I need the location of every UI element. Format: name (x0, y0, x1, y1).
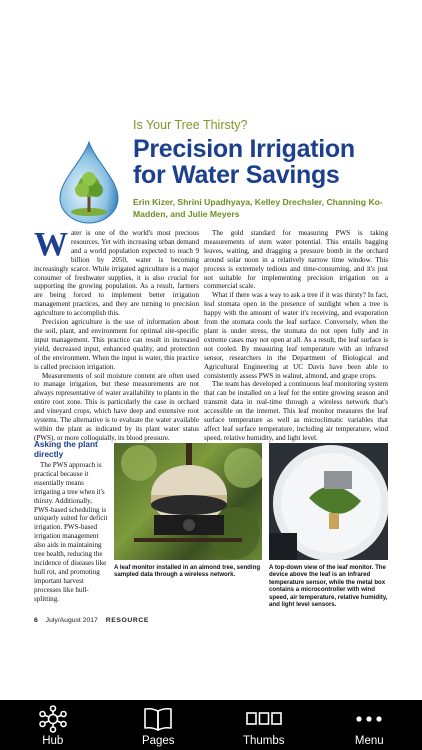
article-title: Precision Irrigation for Water Savings (133, 135, 355, 189)
sidebar-heading: Asking the plant directly (34, 440, 98, 459)
tab-pages[interactable] (106, 700, 212, 750)
bottom-tab-bar (0, 700, 422, 750)
more-icon (355, 715, 383, 723)
article-column-1 (34, 226, 199, 443)
top-down-monitor-illustration (269, 443, 388, 560)
page-footer (34, 617, 149, 624)
page-number: 6 (34, 617, 38, 624)
paragraph: Water is one of the world's most precious resources. Yet with increasing urban demand and a world population expected to reach 9 billion by 2050, water is becoming increasingly scarce. While irrigated agriculture is a major consumer of freshwater supplies, it is also crucial for supporting the growing population. As a result, farmers are being forced to implement better irrigation management practices, and they are turning to precision agriculture to accomplish this. (34, 226, 199, 318)
top-down-monitor-photo (269, 443, 388, 560)
tab-label: Menu (354, 735, 384, 747)
article-kicker: Is Your Tree Thirsty? (133, 118, 248, 132)
paragraph: The team has developed a continuous leaf monitoring system that can be installed on a leaf for the entire growing season and transmit data in real-time through a wireless network that's accessible on the internet. This leaf monitor measures the leaf surface temperature as well as microclimatic variables that affect leaf surface temperature, including air temperature, wind speed, relative humidity, and light level. (204, 380, 388, 442)
leaf-monitor-illustration (114, 443, 262, 560)
sidebar-box (34, 440, 108, 604)
sidebar-text: The PWS approach is practical because it essentially means irrigating a tree when it's thirsty. Additionally, PWS-based scheduling is uniquely suited for deficit irrigation. PWS-based irrigation management also aids in maintaining tree health, reducing the incidence of diseases like hull rot, and promoting important harvest processes like hull-splitting. (34, 461, 108, 603)
tab-label: Hub (42, 735, 64, 747)
tab-hub[interactable] (0, 700, 106, 750)
paragraph: Precision agriculture is the use of information about the soil, plant, and environment for optimal site-specific input management. This practice can result in increased yield, decreased input, enhanced quality, and protection of the environment. When the input is water, this practice is called precision irrigation. (34, 318, 199, 371)
tab-menu[interactable] (317, 700, 422, 750)
hub-icon (39, 705, 67, 733)
photo-caption-2: A top-down view of the leaf monitor. The device above the leaf is an infrared temperature sensor, while the metal box contains a microcontroller with wind speed, air temperature, relative humidity, and light level sensors. (269, 564, 388, 609)
paragraph: Measurements of soil moisture content are often used to manage irrigation, but these measurements are not always representative of water availability to plants in the entire root zone. This is particularly the case in orchard and vineyard crops, which have deep and extensive root systems. The alternative is to evaluate the water available within the plant as indicated by its plant water status (PWS), or more colloquially, its blood pressure. (34, 371, 199, 442)
thumbs-icon (246, 711, 282, 727)
magazine-name: RESOURCE (105, 617, 150, 624)
water-drop-tree-logo (52, 140, 126, 224)
tab-label: Pages (141, 735, 175, 747)
paragraph: What if there was a way to ask a tree if it was thirsty? In fact, leaf stomata open in the presence of sunlight when a tree is happy with the amount of water it's receiving, and evaporation from the stomata cools the leaf surface. Conversely, when the plant is under stress, the stomata do not open fully and in extreme cases may not open at all. As a result, the leaf surface is not cooled. By measuring leaf temperature with an infrared sensor, researchers in the Department of Biological and Agricultural Engineering at UC Davis have been able to consistently assess PWS in walnut, almond, and grape crops. (204, 291, 388, 380)
photo-caption-1: A leaf monitor installed in an almond tree, sending sampled data through a wireless network. (114, 564, 261, 579)
tab-label: Thumbs (242, 735, 285, 747)
paragraph: The gold standard for measuring PWS is taking measurements of stem water potential. This entails bagging leaves, waiting, and dragging a pressure bomb in the orchard around solar noon in a relatively narrow time window. This process is extremely tedious and time-consuming, and it's just not suitable for implementing precision irrigation on a commercial scale. (204, 229, 388, 291)
article-column-2 (204, 229, 388, 443)
book-icon (143, 706, 173, 732)
leaf-monitor-photo (114, 443, 262, 560)
article-authors: Erin Kizer, Shrini Upadhyaya, Kelley Drechsler, Channing Ko-Madden, and Julie Meyers (133, 197, 383, 219)
tab-thumbs[interactable] (211, 700, 317, 750)
issue-date: July/August 2017 (45, 617, 98, 624)
